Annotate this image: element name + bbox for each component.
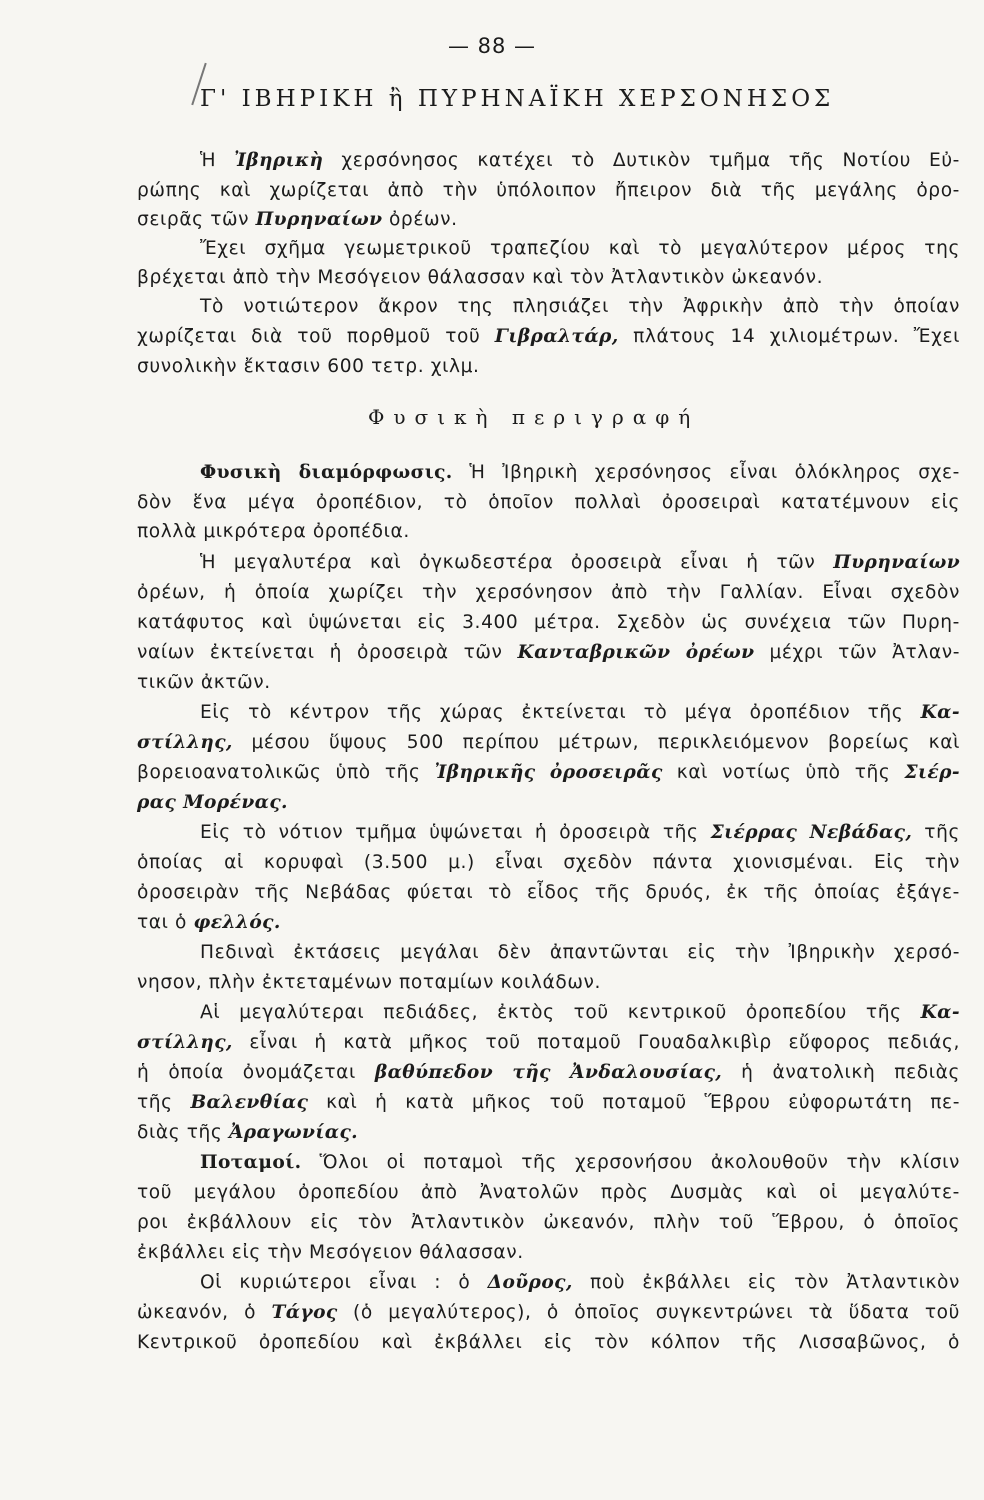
text-line: Τὸ νοτιώτερον ἄκρον της πλησιάζει τὴν Ἀφρικὴν ἀπὸ τὴν ὁποίαν xyxy=(200,296,960,317)
text-line: Οἱ κυριώτεροι εἶναι : ὁ Δοῦρος, ποὺ ἐκβάλλει εἰς τὸν Ἀτλαντικὸν xyxy=(200,1272,960,1293)
text-line: ναίων ἐκτείνεται ἡ ὀροσειρὰ τῶν Κανταβρικῶν ὀρέων μέχρι τῶν Ἀτλαν- xyxy=(137,642,960,663)
term-castile: Κα- xyxy=(920,1002,960,1023)
text-line: σειρᾶς τῶν Πυρηναίων ὀρέων. xyxy=(137,209,458,230)
text-line: ρώπης καὶ χωρίζεται ἀπὸ τὴν ὑπόλοιπον ἤπειρον διὰ τῆς μεγάλης ὀρο- xyxy=(137,180,960,201)
term-castile: στίλλης, xyxy=(137,732,233,753)
text-line: βορειοανατολικῶς ὑπὸ τῆς Ἰβηρικῆς ὀροσειρᾶς καὶ νοτίως ὑπὸ τῆς Σιέρ- xyxy=(137,762,961,783)
term-sierra: Σιέρ- xyxy=(904,762,961,783)
text-line: τικῶν ἀκτῶν. xyxy=(137,672,271,693)
text-line: διὰς τῆς Ἀραγωνίας. xyxy=(137,1122,359,1143)
term-iberian: Ἰβηρικὴ xyxy=(234,150,324,171)
term-andalusia: βαθύπεδον τῆς Ἀνδαλουσίας, xyxy=(374,1062,723,1083)
heading-relief: Φυσικὴ διαμόρφωσις. xyxy=(200,462,453,483)
term-gibraltar: Γιβραλτάρ, xyxy=(494,326,619,347)
text-line: χωρίζεται διὰ τοῦ πορθμοῦ τοῦ Γιβραλτάρ, πλάτους 14 χιλιομέτρων. Ἔχει xyxy=(137,326,960,347)
section-subtitle: Φυσικὴ περιγραφή xyxy=(368,405,700,429)
text-line: ὠκεανόν, ὁ Τάγος (ὁ μεγαλύτερος), ὁ ὁποῖος συγκεντρώνει τὰ ὕδατα τοῦ xyxy=(137,1302,960,1323)
term-iberian-range: Ἰβηρικῆς ὀροσειρᾶς xyxy=(434,762,663,783)
term-douro: Δοῦρος, xyxy=(487,1272,573,1293)
text-line: ὀρέων, ἡ ὁποία χωρίζει τὴν χερσόνησον ἀπὸ τὴν Γαλλίαν. Εἶναι σχεδὸν xyxy=(137,582,960,603)
text-line: Ἡ μεγαλυτέρα καὶ ὀγκωδεστέρα ὀροσειρὰ εἶναι ἡ τῶν Πυρηναίων xyxy=(200,552,960,573)
text-line: τῆς Βαλενθίας καὶ ἡ κατὰ μῆκος τοῦ ποταμοῦ Ἕβρου εὐφορωτάτη πε- xyxy=(137,1092,960,1113)
text-line: Πεδιναὶ ἐκτάσεις μεγάλαι δὲν ἀπαντῶνται εἰς τὴν Ἰβηρικὴν χερσό- xyxy=(200,942,960,963)
text-line: ται ὁ φελλός. xyxy=(137,912,281,933)
term-pyrenees: Πυρηναίων xyxy=(833,552,960,573)
term-sierra-nevada: Σιέρρας Νεβάδας, xyxy=(710,822,913,843)
text-line: βρέχεται ἀπὸ τὴν Μεσόγειον θάλασσαν καὶ τὸν Ἀτλαντικὸν ὠκεανόν. xyxy=(137,267,824,288)
text-line: Ἡ Ἰβηρικὴ χερσόνησος κατέχει τὸ Δυτικὸν τμῆμα τῆς Νοτίου Εὐ- xyxy=(200,150,960,171)
term-pyrenees: Πυρηναίων xyxy=(255,209,383,230)
text-line: Εἰς τὸ κέντρον τῆς χώρας ἐκτείνεται τὸ μέγα ὀροπέδιον τῆς Κα- xyxy=(200,702,960,723)
text-line: ροι ἐκβάλλουν εἰς τὸν Ἀτλαντικὸν ὠκεανόν, πλὴν τοῦ Ἕβρου, ὁ ὁποῖος xyxy=(137,1212,960,1233)
text-line: πολλὰ μικρότερα ὀροπέδια. xyxy=(137,521,410,542)
text-line: Ἔχει σχῆμα γεωμετρικοῦ τραπεζίου καὶ τὸ μεγαλύτερον μέρος της xyxy=(200,238,960,259)
text-line: Αἱ μεγαλύτεραι πεδιάδες, ἐκτὸς τοῦ κεντρικοῦ ὀροπεδίου τῆς Κα- xyxy=(200,1002,960,1023)
text-line: ὀροσειρὰν τῆς Νεβάδας φύεται τὸ εἶδος τῆς δρυός, ἐκ τῆς ὁποίας ἐξάγε- xyxy=(137,882,960,903)
text-line: νησον, πλὴν ἐκτεταμένων ποταμίων κοιλάδων. xyxy=(137,972,601,993)
text-line: Εἰς τὸ νότιον τμῆμα ὑψώνεται ἡ ὀροσειρὰ τῆς Σιέρρας Νεβάδας, τῆς xyxy=(200,822,961,843)
text-line: συνολικὴν ἔκτασιν 600 τετρ. χιλμ. xyxy=(137,356,480,377)
term-tagus: Τάγος xyxy=(271,1302,338,1323)
term-sierra-morena: ρας Μορένας. xyxy=(137,792,288,813)
term-castile: Κα- xyxy=(920,702,960,723)
text-line: ὁποίας αἱ κορυφαὶ (3.500 μ.) εἶναι σχεδὸν πάντα χιονισμέναι. Εἰς τὴν xyxy=(137,852,960,873)
text-line: ἡ ὁποία ὀνομάζεται βαθύπεδον τῆς Ἀνδαλουσίας, ἡ ἀνατολικὴ πεδιὰς xyxy=(137,1062,960,1083)
term-aragon: Ἀραγωνίας. xyxy=(228,1122,359,1143)
text-line xyxy=(137,792,288,813)
term-cantabrian: Κανταβρικῶν ὀρέων xyxy=(517,642,755,663)
text-line: ἐκβάλλει εἰς τὴν Μεσόγειον θάλασσαν. xyxy=(137,1242,524,1263)
text-line: Κεντρικοῦ ὀροπεδίου καὶ ἐκβάλλει εἰς τὸν κόλπον τῆς Λισσαβῶνος, ὁ xyxy=(137,1332,960,1353)
text-line: Ποταμοί. Ὅλοι οἱ ποταμοὶ τῆς χερσονήσου ἀκολουθοῦν τὴν κλίσιν xyxy=(200,1152,960,1173)
heading-rivers: Ποταμοί. xyxy=(200,1152,302,1173)
text-line: στίλλης, μέσου ὕψους 500 περίπου μέτρων, περικλειόμενον βορείως καὶ xyxy=(137,732,960,753)
chapter-title: Γ' ΙΒΗΡΙΚΗ ἢ ΠΥΡΗΝΑΪΚΗ ΧΕΡΣΟΝΗΣΟΣ xyxy=(200,86,835,112)
term-castile: στίλλης, xyxy=(137,1032,233,1053)
term-cork: φελλός. xyxy=(193,912,281,933)
text-line: στίλλης, εἶναι ἡ κατὰ μῆκος τοῦ ποταμοῦ Γουαδαλκιβὶρ εὔφορος πεδιάς, xyxy=(137,1032,960,1053)
text-line: κατάφυτος καὶ ὑψώνεται εἰς 3.400 μέτρα. Σχεδὸν ὡς συνέχεια τῶν Πυρη- xyxy=(137,612,960,633)
term-valencia: Βαλενθίας xyxy=(190,1092,309,1113)
text-line: τοῦ μεγάλου ὀροπεδίου ἀπὸ Ἀνατολῶν πρὸς Δυσμὰς καὶ οἱ μεγαλύτε- xyxy=(137,1182,960,1203)
text-line: δὸν ἕνα μέγα ὀροπέδιον, τὸ ὁποῖον πολλαὶ ὀροσειραὶ κατατέμνουν εἰς xyxy=(137,492,960,513)
page-number: — 88 — xyxy=(447,34,537,58)
text-line: Φυσικὴ διαμόρφωσις. Ἡ Ἰβηρικὴ χερσόνησος εἶναι ὁλόκληρος σχε- xyxy=(200,462,960,483)
